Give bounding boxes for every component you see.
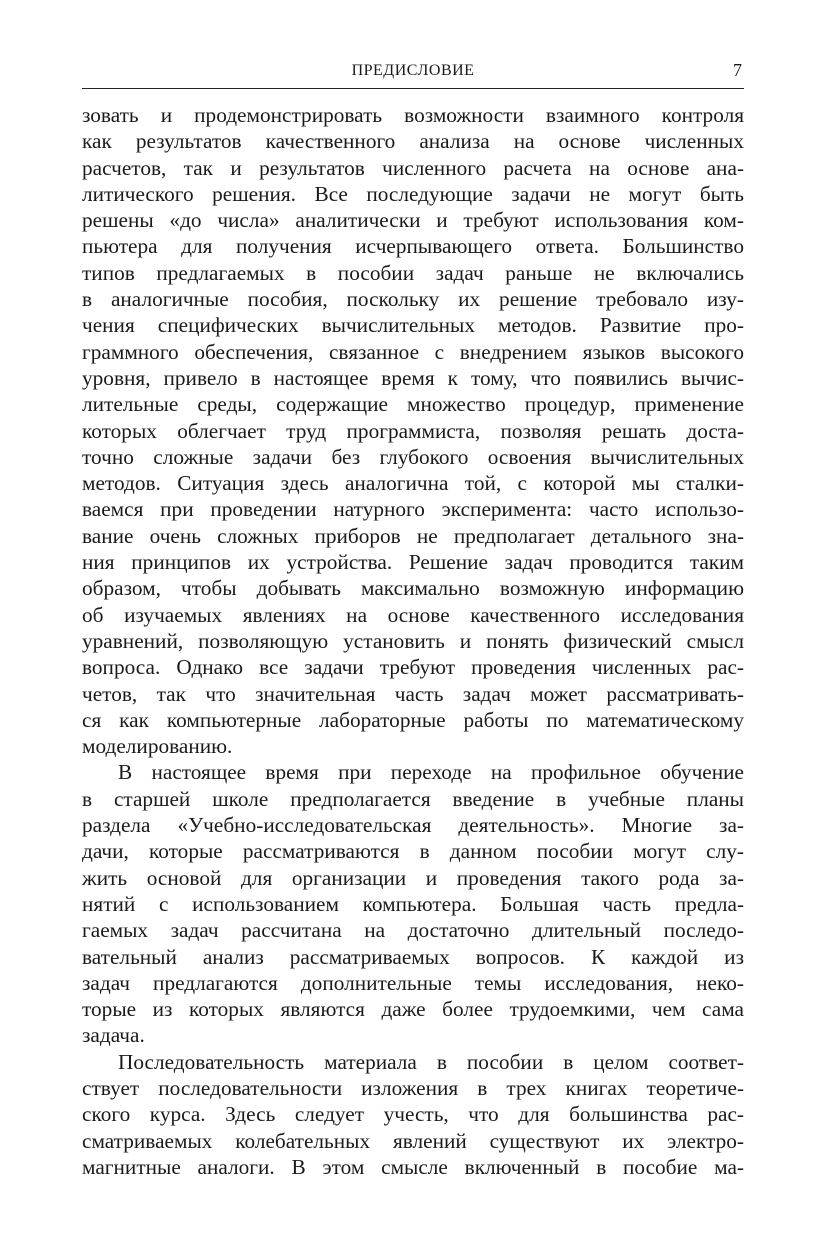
text-line: гаемых задач рассчитана на достаточно длительный последо- xyxy=(82,918,744,943)
text-line: четов, так что значительная часть задач может рассматривать- xyxy=(82,681,744,706)
text-line: об изучаемых явлениях на основе качественного исследования xyxy=(82,602,744,627)
text-line: моделированию. xyxy=(82,734,233,759)
text-line: В настоящее время при переходе на профильное обучение xyxy=(118,760,744,785)
running-title: ПРЕДИСЛОВИЕ xyxy=(351,62,475,79)
text-line: дачи, которые рассматриваются в данном пособии могут слу- xyxy=(82,839,744,864)
text-line: ния принципов их устройства. Решение задач проводится таким xyxy=(82,550,744,575)
paragraph xyxy=(82,759,744,1048)
text-line: уровня, привело в настоящее время к тому, что появились вычис- xyxy=(82,365,744,390)
text-line: граммного обеспечения, связанное с внедрением языков высокого xyxy=(82,339,744,364)
text-line: Последовательность материала в пособии в целом соответ- xyxy=(118,1049,744,1074)
text-line: уравнений, позволяющую установить и понять физический смысл xyxy=(82,628,744,653)
paragraph xyxy=(82,102,744,759)
text-line: лительные среды, содержащие множество процедур, применение xyxy=(82,392,744,417)
text-line: которых облегчает труд программиста, позволяя решать доста- xyxy=(82,418,744,443)
text-line: нятий с использованием компьютера. Большая часть предла- xyxy=(82,891,744,916)
running-header xyxy=(82,60,744,89)
text-line: вопроса. Однако все задачи требуют проведения численных рас- xyxy=(82,655,744,680)
text-line: жить основой для организации и проведения такого рода за- xyxy=(82,865,744,890)
text-line: решены «до числа» аналитически и требуют использования ком- xyxy=(82,208,744,233)
text-line: ваемся при проведении натурного эксперимента: часто использо- xyxy=(82,497,744,522)
text-line: ся как компьютерные лабораторные работы по математическому xyxy=(82,707,744,732)
text-line: зовать и продемонстрировать возможности взаимного контроля xyxy=(82,103,744,127)
text-line: задача. xyxy=(82,1023,145,1048)
text-line: методов. Ситуация здесь аналогична той, с которой мы сталки- xyxy=(82,471,744,496)
page-number: 7 xyxy=(733,60,742,80)
text-line: задач предлагаются дополнительные темы исследования, неко- xyxy=(82,970,744,995)
text-line: расчетов, так и результатов численного расчета на основе ана- xyxy=(82,155,744,180)
text-line: в аналогичные пособия, поскольку их решение требовало изу- xyxy=(82,287,744,312)
text-line: образом, чтобы добывать максимально возможную информацию xyxy=(82,576,744,601)
text-line: как результатов качественного анализа на основе численных xyxy=(82,129,744,154)
paragraph xyxy=(82,1049,744,1180)
text-line: типов предлагаемых в пособии задач раньше не включались xyxy=(82,260,744,285)
text-line: торые из которых являются даже более трудоемкими, чем сама xyxy=(82,997,744,1022)
text-line: чения специфических вычислительных методов. Развитие про- xyxy=(82,313,744,338)
book-page xyxy=(82,0,744,1240)
text-line: раздела «Учебно-исследовательская деятельность». Многие за- xyxy=(82,813,744,838)
text-line: пьютера для получения исчерпывающего ответа. Большинство xyxy=(82,234,744,259)
text-line: магнитные аналоги. В этом смысле включенный в пособие ма- xyxy=(82,1154,744,1179)
text-line: вание очень сложных приборов не предполагает детального зна- xyxy=(82,523,744,548)
text-line: литического решения. Все последующие задачи не могут быть xyxy=(82,181,744,206)
text-line: в старшей школе предполагается введение в учебные планы xyxy=(82,786,744,811)
text-line: точно сложные задачи без глубокого освоения вычислительных xyxy=(82,444,744,469)
text-line: ствует последовательности изложения в трех книгах теоретиче- xyxy=(82,1075,744,1100)
body-text xyxy=(82,102,744,1180)
text-line: вательный анализ рассматриваемых вопросов. К каждой из xyxy=(82,944,744,969)
text-line: сматриваемых колебательных явлений существуют их электро- xyxy=(82,1128,744,1153)
text-line: ского курса. Здесь следует учесть, что для большинства рас- xyxy=(82,1102,744,1127)
